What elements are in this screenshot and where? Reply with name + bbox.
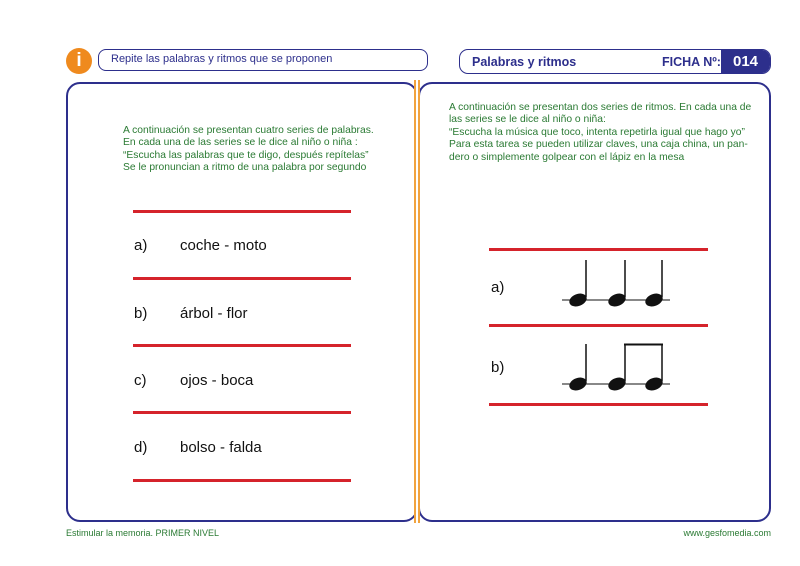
separator-line [489,248,708,251]
description-line: Para esta tarea se pueden utilizar claves, una caja china, un pan- [449,139,748,151]
ficha-label: FICHA Nº: [662,55,721,69]
separator-line [133,344,351,347]
item-letter: a) [134,237,148,254]
description-line: A continuación se presentan cuatro series de palabras. [123,125,374,136]
instruction-box [98,49,428,71]
separator-line [489,324,708,327]
separator-line [133,277,351,280]
right-description [449,102,751,164]
description-line: Se le pronuncian a ritmo de una palabra por segundo [123,162,367,174]
separator-line [133,411,351,414]
item-letter: d) [134,439,148,456]
separator-line [489,403,708,406]
separator-line [133,210,351,213]
item-words: coche - moto [180,237,267,254]
rhythm-letter: b) [491,359,505,376]
separator-line [133,479,351,482]
item-letter: b) [134,305,148,322]
footer-right: www.gesfomedia.com [683,528,771,538]
info-icon: i [66,48,92,74]
item-letter: c) [134,372,147,389]
ficha-number: 014 [721,50,770,73]
worksheet-title: Palabras y ritmos [472,55,577,69]
description-line: “Escucha la música que toco, intenta repetirla igual que hago yo” [449,126,745,138]
left-description [123,125,374,175]
description-line: A continuación se presentan dos series de ritmos. En cada una de [449,102,752,113]
item-words: árbol - flor [180,305,248,322]
description-line: “Escucha las palabras que te digo, después repítelas” [123,149,369,161]
footer-left: Estimular la memoria. PRIMER NIVEL [66,528,220,538]
rhythm-b-notation [560,340,672,396]
item-words: bolso - falda [180,439,262,456]
description-line: las series se le dice al niño o niña: [449,114,606,126]
instruction-text: Repite las palabras y ritmos que se proponen [111,53,333,65]
description-line: dero o simplemente golpear con el lápiz en la mesa [449,151,685,163]
description-line: En cada una de las series se le dice al niño o niña : [123,137,358,149]
worksheet-title-box [459,49,771,74]
rhythm-a-notation [560,256,672,312]
rhythm-letter: a) [491,279,505,296]
item-words: ojos - boca [180,372,254,389]
panel-divider [414,80,420,523]
